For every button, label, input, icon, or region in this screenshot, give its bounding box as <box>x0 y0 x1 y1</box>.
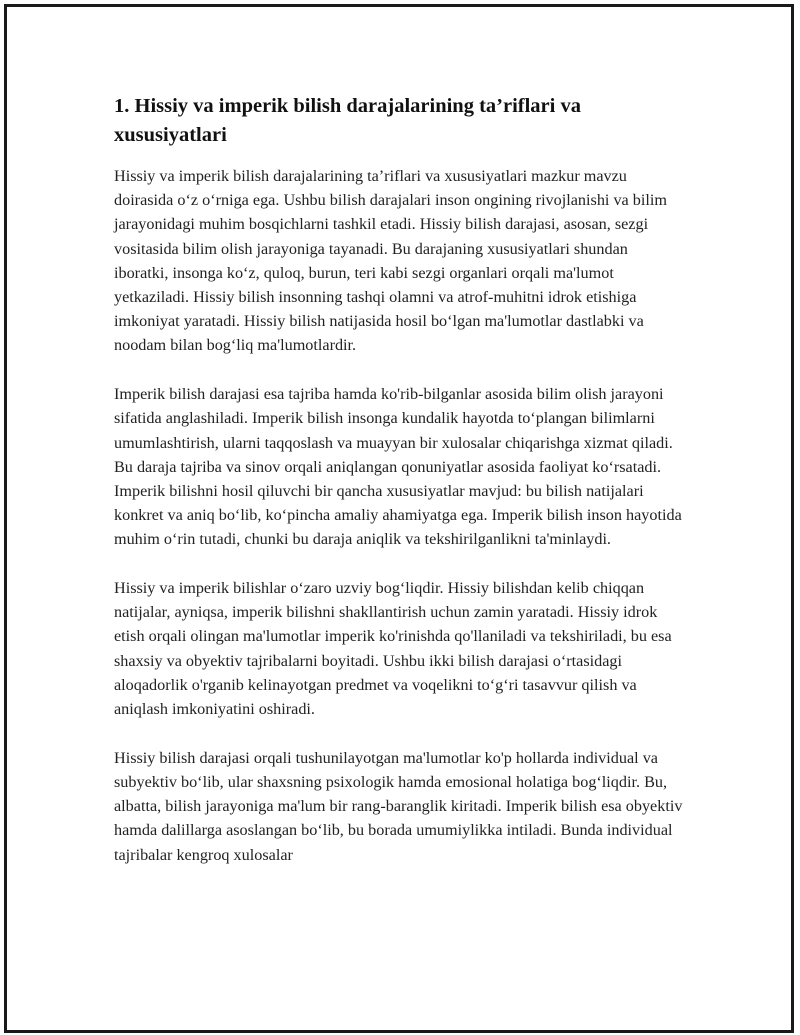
paragraph-1: Hissiy va imperik bilish darajalarining ta’riflari va xususiyatlari mazkur mavzu doirasida o‘z o‘rniga ega. Ushbu bilish darajalari inson ongining rivojlanishi va bilim jarayonidagi muhim bosqichlarni tashkil etadi. Hissiy bilish darajasi, asosan, sezgi vositasida bilim olish jarayoniga tayanadi. Bu darajaning xususiyatlari shundan iboratki, insonga ko‘z, quloq, burun, teri kabi sezgi organlari orqali ma'lumot yetkaziladi. Hissiy bilish insonning tashqi olamni va atrof-muhitni idrok etishiga imkoniyat yaratadi. Hissiy bilish natijasida hosil bo‘lgan ma'lumotlar dastlabki va noodam bilan bog‘liq ma'lumotlardir. <box>114 167 667 355</box>
document-body <box>114 92 686 891</box>
paragraph-2: Imperik bilish darajasi esa tajriba hamda ko'rib-bilganlar asosida bilim olish jarayoni sifatida anglashiladi. Imperik bilish insonga kundalik hayotda to‘plangan bilimlarni umumlashtirish, ularni taqqoslash va muayyan bir xulosalar chiqarishga xizmat qiladi. Bu daraja tajriba va sinov orqali aniqlangan qonuniyatlar asosida faoliyat ko‘rsatadi. Imperik bilishni hosil qiluvchi bir qancha xususiyatlar mavjud: bu bilish natijalari konkret va aniq bo‘lib, ko‘pincha amaliy ahamiyatga ega. Imperik bilish inson hayotida muhim o‘rin tutadi, chunki bu daraja aniqlik va tekshirilganlikni ta'minlaydi. <box>114 385 682 549</box>
paragraph-3: Hissiy va imperik bilishlar o‘zaro uzviy bog‘liqdir. Hissiy bilishdan kelib chiqqan natijalar, ayniqsa, imperik bilishni shakllantirish uchun zamin yaratadi. Hissiy idrok etish orqali olingan ma'lumotlar imperik ko'rinishda qo'llaniladi va tekshiriladi, bu esa shaxsiy va obyektiv tajribalarni boyitadi. Ushbu ikki bilish darajasi o‘rtasidagi aloqadorlik o'rganib kelinayotgan predmet va voqelikni to‘g‘ri tasavvur qilish va aniqlash imkoniyatini oshiradi. <box>114 579 672 719</box>
paragraph-4: Hissiy bilish darajasi orqali tushunilayotgan ma'lumotlar ko'p hollarda individual va subyektiv bo‘lib, ular shaxsning psixologik hamda emosional holatiga bog‘liqdir. Bu, albatta, bilish jarayoniga ma'lum bir rang-baranglik kiritadi. Imperik bilish esa obyektiv hamda dalillarga asoslangan bo‘lib, bu borada umumiylikka intiladi. Bunda individual tajribalar kengroq xulosalar <box>114 748 683 864</box>
section-heading: 1. Hissiy va imperik bilish darajalarining ta’riflari va xususiyatlari <box>114 95 581 146</box>
